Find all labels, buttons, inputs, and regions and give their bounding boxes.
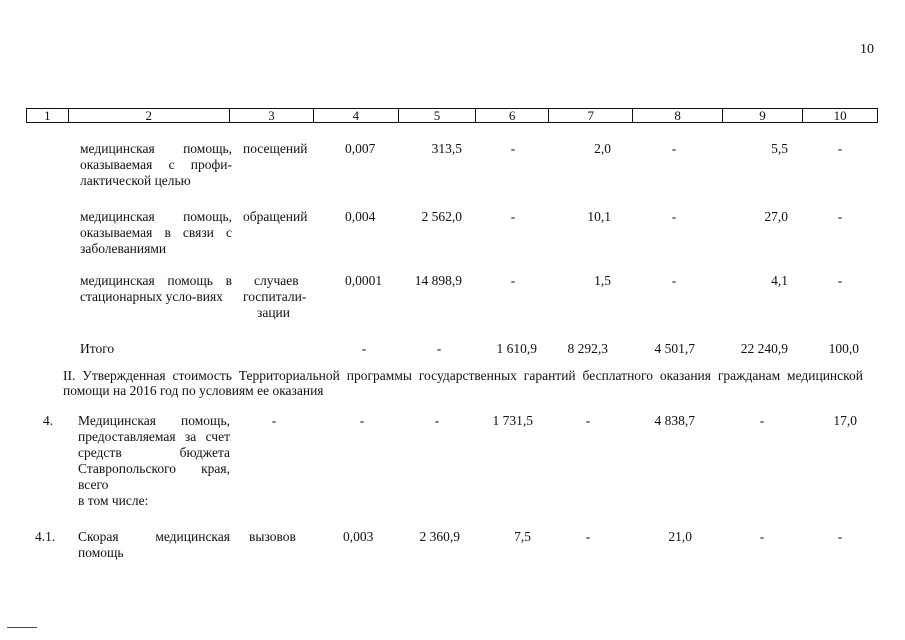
- cell-col-9: -: [759, 413, 765, 428]
- row-unit-line-3: зации: [257, 305, 290, 320]
- cell-col-8: -: [671, 273, 677, 288]
- cell-col-10: -: [837, 529, 843, 544]
- cell-col-6: 1 731,5: [492, 413, 533, 428]
- row-unit: вызовов: [249, 529, 296, 544]
- cell-col-7: -: [585, 529, 591, 544]
- cell-col-5: -: [436, 341, 442, 356]
- header-col-6: 6: [476, 109, 549, 122]
- row-unit: посещений: [243, 141, 308, 156]
- header-col-3: 3: [230, 109, 314, 122]
- header-col-2: 2: [69, 109, 230, 122]
- cell-col-6: -: [510, 141, 516, 156]
- header-col-5: 5: [399, 109, 477, 122]
- cell-col-9: 22 240,9: [740, 341, 788, 356]
- cell-col-7: -: [585, 413, 591, 428]
- section-heading: II. Утвержденная стоимость Территориальной программы государственных гарантий бесплатного оказания гражданам медицинской помощи на 2016 год по условиям ее оказания: [63, 368, 863, 398]
- cell-col-10: 100,0: [828, 341, 859, 356]
- row-name: медицинская помощь, оказываемая в связи с заболеваниями: [80, 209, 232, 256]
- row-unit-line-2: госпитали-: [243, 289, 307, 304]
- cell-col-4: 0,0001: [345, 273, 383, 288]
- row-number: 4.1.: [35, 529, 56, 544]
- cell-col-6: -: [510, 273, 516, 288]
- cell-col-5: 2 360,9: [419, 529, 460, 544]
- header-col-9: 9: [723, 109, 804, 122]
- cell-col-8: 4 838,7: [654, 413, 695, 428]
- scan-mark: [7, 627, 37, 628]
- cell-col-9: 27,0: [764, 209, 788, 224]
- row-name: Медицинская помощь, предоставляемая за счет средств бюджета Ставропольского края, всего: [78, 413, 230, 492]
- cell-col-6: 7,5: [514, 529, 531, 544]
- cell-col-9: 5,5: [771, 141, 788, 156]
- header-col-10: 10: [833, 108, 847, 123]
- cell-col-6: 1 610,9: [496, 341, 537, 356]
- cell-col-10: 17,0: [833, 413, 857, 428]
- row-name: медицинская помощь, оказываемая с профи-лактической целью: [80, 141, 232, 188]
- cell-col-4: 0,003: [343, 529, 374, 544]
- cell-col-9: -: [759, 529, 765, 544]
- cell-col-7: 8 292,3: [567, 341, 608, 356]
- cell-col-5: 313,5: [431, 141, 462, 156]
- header-col-8: 8: [633, 109, 722, 122]
- header-col-7: 7: [549, 109, 633, 122]
- row-number: 4.: [43, 413, 54, 428]
- cell-col-7: 1,5: [594, 273, 611, 288]
- row-unit: обращений: [243, 209, 308, 224]
- cell-col-10: -: [837, 209, 843, 224]
- table-header-row: [26, 108, 878, 123]
- row-name: Скорая медицинская помощь: [78, 529, 230, 560]
- cell-col-6: -: [510, 209, 516, 224]
- cell-col-9: 4,1: [771, 273, 788, 288]
- cell-col-8: 4 501,7: [654, 341, 695, 356]
- header-col-1: 1: [27, 109, 69, 122]
- cell-col-4: 0,004: [345, 209, 376, 224]
- row-name-tail: в том числе:: [78, 493, 149, 508]
- cell-col-7: 10,1: [587, 209, 611, 224]
- cell-col-8: -: [671, 141, 677, 156]
- cell-col-8: -: [671, 209, 677, 224]
- cell-col-4: 0,007: [345, 141, 376, 156]
- cell-col-4: -: [361, 341, 367, 356]
- page-number: 10: [860, 42, 874, 57]
- cell-col-7: 2,0: [594, 141, 611, 156]
- row-unit-line-1: случаев: [254, 273, 299, 288]
- cell-col-5: -: [434, 413, 440, 428]
- cell-col-4: -: [359, 413, 365, 428]
- row-name: медицинская помощь в стационарных усло-виях: [80, 273, 232, 304]
- cell-col-10: -: [837, 273, 843, 288]
- cell-col-3: -: [271, 413, 277, 428]
- header-col-4: 4: [314, 109, 398, 122]
- total-label: Итого: [80, 341, 115, 356]
- cell-col-5: 14 898,9: [414, 273, 462, 288]
- cell-col-10: -: [837, 141, 843, 156]
- cell-col-5: 2 562,0: [421, 209, 462, 224]
- cell-col-8: 21,0: [668, 529, 692, 544]
